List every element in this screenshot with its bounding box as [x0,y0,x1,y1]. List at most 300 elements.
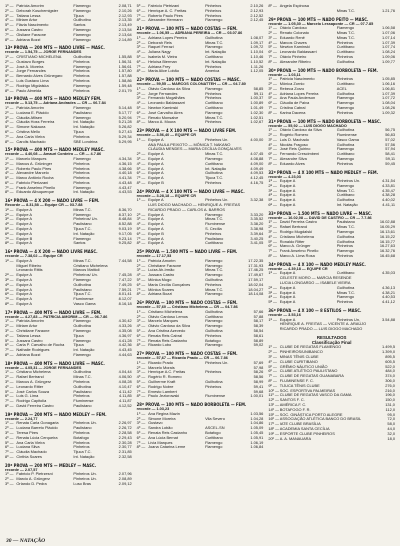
time-cell: 57,98 [253,364,264,370]
place-cell: 1ª — [5,257,14,263]
time-cell: 5.29,95 [118,138,132,144]
athlete-cell: Guilherme Kraft [148,378,176,384]
place-cell: 6º — [5,26,14,32]
club-cell: Paulistano [73,109,92,115]
rank-points: 276,0 [385,382,395,388]
place-cell: 3º — [136,44,146,50]
place-cell: 7º — [5,82,14,88]
place-cell: 2º — [136,415,146,421]
club-cell: Flamengo [336,294,355,300]
athlete-cell: Otávio Cardoso da Silva [148,85,191,91]
club-cell: Paulistano [336,219,355,225]
place-cell: 3º — [136,155,146,161]
time-cell: 7.45,28 [118,272,132,278]
time-cell: 1.59,48 [118,82,132,88]
rank-club: SOC. ESPORTIVA PALMEIRAS [279,387,336,393]
club-cell: Flamengo [205,272,223,278]
athlete-cell: Equipe A [16,277,32,283]
place-cell: 1º — [268,76,277,82]
club-cell: Paulistano [73,425,92,431]
rank-club: A. A. MANAUARA [279,435,312,441]
place-cell: 2ª — [5,211,14,217]
club-cell: Int. Natação [73,230,95,236]
place-cell: 7º — [136,114,146,120]
athlete-cell: Equipe B [148,230,164,236]
time-cell: 4.06,50 [118,374,132,380]
athlete-cell: Equipe A [279,289,296,295]
time-cell: 1.06,58 [382,25,395,31]
club-cell: Pinheiros [205,3,222,8]
athlete-cell: Equipe A [16,291,32,297]
time-cell: 1.02,67 [250,119,264,125]
place-cell: 3º — [136,216,146,222]
club-cell: Flamengo [73,235,91,241]
place-cell: 6º — [5,77,14,83]
athlete-cell: Henrique A.C. Freitas [148,369,186,375]
place-cell: 6ª — [5,291,14,297]
result-row [268,111,395,116]
rank-place: 7º — [268,373,277,379]
athlete-cell: Rodrigo Nobre [148,383,174,389]
event-block [137,189,264,247]
time-cell: 2.31,85 [118,449,132,455]
athlete-cell: Deborah Reis [148,39,172,45]
club-cell: Pinheiros [205,179,222,185]
event-record: recorde — 7.38,02 — Equipe CR [5,254,63,259]
athlete-cell [280,9,337,14]
time-cell: 8.01,41 [118,291,132,297]
club-cell: Flamengo [336,248,355,254]
athlete-cell: Simone Moreira [148,415,176,421]
time-cell: 7.59,21 [118,286,132,292]
event-title: 13ª PROVA — 200 MTS — NADO LIVRE — MASC. [5,45,105,51]
event-title: 16ª PROVA — 4 X 200 — NADO LIVRE — FEM. [5,198,100,204]
place-cell: 1º — [136,410,146,416]
athlete-cell: Cláudia de Paiva [279,100,310,106]
athlete-cell: Miriam Artur [16,17,38,23]
athlete-cell: Equipe A [16,296,32,302]
rank-club: TIJUCA TÊNIS CLUBE [279,382,320,388]
time-cell: 4.40,02 [382,197,395,203]
club-cell: Guilhotina [336,58,355,64]
rank-place: 13º — [268,401,280,407]
place-cell: 1º — [268,25,277,31]
club-cell: Minas T.C. [205,39,224,45]
club-cell: Minas T.C. [205,216,224,222]
result-row [268,327,395,332]
event-title: 24ª PROVA — 4 X 100 MTS — NADO LIVRE — MASC. [136,188,245,194]
event-title: 33ª PROVA — 1.500 MTS — NADO LIVRE — MASC. [268,210,373,216]
time-cell: 2.09,12 [118,480,132,486]
event-block [137,128,264,186]
club-cell: Guilhotina [336,197,355,203]
place-cell: 6º — [136,58,146,64]
place-cell: 8º — [5,402,14,408]
result-row [5,404,132,409]
result-row [268,203,395,208]
place-cell: 3º — [5,328,14,333]
athlete-cell: Gisliane Faraone [16,31,47,37]
place-cell: 8º — [136,17,146,23]
club-cell: Pinheiros Un. [73,476,97,482]
athlete-cell: José Reis Quirino [279,146,311,152]
club-cell: Tijuca T.C. [73,291,92,297]
event-record: recorde — 1.03,11 [268,72,301,77]
place-cell: 4º — [5,170,14,176]
time-cell: 1.02,30 [250,109,264,115]
athlete-cell: Equipe A [279,192,296,198]
event-block [5,147,132,195]
place-cell: 8º — [268,58,277,64]
team-ranking [268,335,395,441]
time-cell: 4.40,18 [118,170,132,176]
time-cell: 4.12,45 [250,175,264,181]
place-cell: 1º — [136,34,146,40]
club-cell: Santos [73,240,86,246]
place-cell: 3º — [268,229,277,235]
club-cell: Curitibano [205,100,223,106]
club-cell: Tijuca [73,128,84,134]
place-cell: 3º — [268,85,277,91]
time-cell: 4.43,47 [118,184,132,190]
result-row [5,455,132,460]
time-cell: 1.10,52 [250,58,264,64]
place-cell: 4º — [136,323,146,329]
rank-points: 306,0 [385,377,395,383]
time-cell: 9.23,14 [118,235,132,241]
time-cell: 2.10,26 [118,7,132,13]
time-cell: 1.57,88 [118,73,132,79]
rank-club: BOTAFOGO F. R. [279,406,311,412]
club-cell: Minas T.C. [205,114,224,120]
rank-points: 131,0 [385,401,395,407]
athlete-cell: Equipe A [16,206,32,212]
club-cell: Flamengo [73,104,91,110]
place-cell: 2º — [5,425,14,431]
club-cell: Curitibano [336,151,355,157]
athlete-cell: Miriam Artur [16,323,38,329]
athlete-cell: Patrícia Amorim [16,3,44,8]
time-cell: 2.30,28 [118,439,132,445]
rank-points: 522,0 [385,363,395,369]
time-cell: 1.08,07 [250,34,264,40]
athlete-cell: Alexandre Marcelo [16,170,49,176]
time-cell: 4.33,81 [382,182,395,188]
club-cell: Guilhotinu [73,17,91,23]
time-cell: 4.08,28 [118,378,132,384]
time-cell: 8.37,10 [118,211,132,217]
rank-place: 2º — [268,349,277,355]
place-cell: 6º — [136,434,146,440]
time-cell: 4.41,11 [382,202,395,208]
athlete-cell: Raquel Ferrazi [148,44,174,50]
rank-club: ESPORTE CLUBE PINHEIROS [279,430,335,436]
athlete-cell: Luis D. Machado [279,136,309,142]
athlete-cell: Marco A. Grünger [279,243,311,249]
place-cell: 8º — [136,240,146,246]
club-cell: Flamengo [73,82,91,88]
time-cell: 4.41,28 [118,337,132,343]
event-title: 31ª PROVA — 100 MTS — NADO BORBOLETA — MASC. [268,118,382,124]
time-cell: 59,02 [253,342,264,348]
rank-place: 4º — [268,358,277,364]
club-cell: Int. Natação [73,453,95,459]
club-cell: Curitibano [336,49,355,55]
time-cell: 1.07,39 [382,90,395,96]
time-cell: 4.07,45 [250,151,264,157]
time-cell: 1.21,76 [382,7,395,13]
club-cell: Pinheiros [205,90,222,96]
time-cell: 2.12,93 [250,7,264,13]
athlete-cell: Otávio Cardoso [279,25,307,31]
result-row [137,292,264,297]
place-cell: 3º — [5,114,14,120]
place-cell: 5º — [136,104,146,110]
club-cell: Pinheiros [205,63,222,69]
place-cell: 1º — [136,85,146,91]
club-cell: Flamengo [205,155,223,161]
athlete-cell: Gustavo [148,420,163,426]
place-cell: 8º — [268,109,277,115]
place-cell: 7º — [5,449,14,455]
athlete-cell: Ana Regina Mazin [148,410,180,416]
athlete-cell: Ricardo Lobo [148,342,172,348]
place-cell: 2º — [136,151,146,157]
club-cell: Fluminense [336,131,357,137]
club-cell: America [205,68,220,74]
event-title: 19ª PROVA — 200 MTS — NADO MEDLEY — FEM. [5,411,107,417]
rank-club: FLUMINENSE F. C. [279,377,314,383]
result-row [268,300,395,305]
club-cell: Curitibano [205,240,223,246]
event-record: recorde — 1.06,55 — ADRIANA PEREIRA — CR — 03.07.86 [136,31,243,36]
club-cell: Guilhotina [336,233,355,239]
club-cell: Flamengo [336,95,355,101]
time-cell: 56,83 [385,131,395,137]
club-cell: Minas T.C. [205,286,224,292]
place-cell: 3º — [5,12,14,18]
athlete-cell: Fabricio Pierizzani [16,179,49,185]
time-cell: 17.49,67 [248,272,264,278]
place-cell: 8º — [5,351,14,357]
time-cell: 1.06,16 [382,80,395,86]
athlete-cell: Renata Reis Castanho [148,337,188,343]
place-cell: 2º — [136,364,146,370]
club-cell: SBE Londrina [73,138,98,144]
place-cell: 6º — [136,281,146,287]
event-record: recorde — 4.23,03 [268,174,301,179]
athlete-cell: Marcus A. Grüngerz [16,378,51,384]
time-cell: 1.00,89 [250,100,264,106]
athlete-cell: Equipe A [16,230,32,236]
place-cell: 6º — [268,100,277,106]
event-title: 21ª PROVA — 100 MTS — NADO COSTAS — FEM. [136,26,238,32]
place-cell: 5ª — [5,286,14,292]
event-record: recorde — 4.05,31 — JORGE FERNANDES [5,365,82,370]
athlete-cell: Rafael Bertrand [16,374,44,380]
club-cell: Fluminense [73,296,94,302]
place-cell: 3º — [136,95,146,101]
club-cell: Flamengo [205,17,223,23]
athlete-cell: Joana Catarina Leme [148,444,186,450]
athlete-cell: Equipe A [148,226,164,232]
athlete-cell: Equipe A [148,197,164,203]
time-cell: 58,56 [253,374,264,380]
rank-points: 58,0 [387,421,395,427]
club-cell: Flamengo [336,229,355,235]
place-cell: 6º — [5,342,14,348]
place-cell: 6º — [268,151,277,157]
place-cell: 8º — [5,138,14,144]
time-cell: 58,99 [253,378,264,384]
athlete-cell: Marco A. Lima Rosa [279,253,315,259]
event-block [268,308,395,332]
result-row [5,353,132,358]
rank-place: 19º — [268,430,280,436]
club-cell: Pinheiros [73,175,90,181]
time-cell: 57,69 [253,359,264,365]
time-cell: 1.05,09 [250,425,264,431]
place-cell: 2º — [136,262,146,268]
time-cell: 3.39,64 [250,230,264,236]
athlete-cell: Heloísa Bierman [148,58,177,64]
time-cell: 1.07,06 [382,29,395,35]
event-record: recorde — 4.27,83 — PATRICIA AMORIM — CR — 06.7.86 [5,314,108,319]
place-cell: 1ª — [268,270,277,276]
athlete-cell: Alexandre Silva [279,155,307,161]
club-cell: Guilhotina [73,383,91,389]
result-row [5,38,132,43]
place-cell: 8º — [5,189,14,195]
place-cell: 4º — [5,383,14,389]
athlete-cell: Equipe A [16,216,32,222]
time-cell: 1.00,01 [250,393,264,399]
club-cell: Minas T.C. [73,206,92,212]
ranking-row [268,437,395,442]
athlete-cell: Rogério Romero [279,131,309,137]
place-cell: 4º — [136,49,146,55]
event-record: recorde — 16.02,08 — DAVID DE CASTRO — CR — 7.7.86 [268,215,372,220]
rank-points: 895,5 [385,354,395,359]
time-cell: 4.00,00 [250,136,264,142]
club-cell: Pinheiros Un. [73,420,97,426]
place-cell: 2º — [268,131,277,137]
club-cell: Tijuca [73,342,84,348]
athlete-cell: Jorge Fernandes [148,90,178,96]
time-cell: 4.33,26 [118,323,132,329]
event-block [5,45,132,93]
time-cell: 18.14,08 [248,291,264,297]
athlete-cell: Leonardo Baldassarri [279,49,317,55]
event-title: 18ª PROVA — 400 MTS — NADO LIVRE — MASC. [5,360,105,366]
place-cell: 6º — [5,128,14,134]
club-cell: Pinheiros Un. [73,471,97,477]
club-cell: Pinheiros [73,68,90,74]
time-cell: 2.08,71 [118,3,132,8]
event-block [137,351,264,399]
time-cell: 2.14,89 [118,36,132,42]
athlete-cell: Ana Carla Vieira [16,133,45,139]
athlete-cell: Fabrício Pietrizani [148,3,180,8]
rank-points: 44,0 [387,425,395,431]
athlete-cell: Equipe A [148,165,164,171]
place-cell: 8º — [268,253,277,259]
club-cell: Flamengo [205,85,223,91]
athlete-cell: Rogério R. Romero [148,374,182,380]
event-record: recorde — 4.40,08 — Amauri Cordeiro — CR — 4.7.86 [5,152,102,157]
place-cell: 2ª — [268,284,277,290]
club-cell: Flamengo [73,184,91,190]
place-cell: 5º — [136,165,146,171]
result-row [137,18,264,23]
athlete-cell: Ana Lúcia Bernat [148,434,178,440]
club-cell: Flamengo [205,439,223,445]
rank-points: 605,5 [385,358,395,364]
time-cell: 58,39 [253,323,264,329]
time-cell: 3.41,05 [250,240,264,246]
time-cell: 8.52,88 [118,221,132,227]
athlete-cell: Sandra Lobão [148,425,173,431]
athlete-cell: Ana Carla Vieira [16,439,45,445]
club-cell: Marcos Mattioli [73,267,100,273]
place-cell: 1º — [268,219,277,225]
time-cell: 1.10,46 [250,53,264,59]
athlete-cell: Orlando D. Pedra [16,480,47,486]
place-cell: 7º — [136,12,146,18]
athlete-cell: Equipe A [148,211,164,217]
time-cell: 1.07,39 [382,39,395,45]
club-cell: Flamengo [73,318,91,324]
page-footer: 30 — NATAÇÃO [6,538,46,544]
rank-club: CLUBE ATLÉTICO PAULISTANO [279,368,338,374]
athlete-cell: Rebeca Zorzo [279,85,305,91]
time-cell: 4.34,34 [118,155,132,161]
event-record: recorde — 1.05,30 — Marcelo Lessaponte — CR — 07.7.85 [268,21,374,26]
athlete-cell: Miguel Ribeiro [16,262,42,268]
club-cell: Curitibano [205,313,223,319]
athlete-cell: Cristiano Michelena [279,233,314,239]
athlete-cell: Renato Monsalve [148,114,179,120]
place-cell: 8º — [268,3,277,8]
rank-club: ACADEMIA SANTA CECÍLIA [279,425,330,431]
club-cell: Flamengo [205,291,223,297]
club-cell: Pinheiros [73,165,90,171]
club-cell: Tijuca T.C. [73,449,92,455]
club-cell: Int. Natação [205,58,227,64]
event-block [137,26,264,74]
rank-points: 18,0 [387,435,395,441]
athlete-cell: Mônica Mugo [148,277,172,283]
place-cell: 6ª — [5,230,14,236]
place-cell: 7º — [136,337,146,343]
event-title: 30ª PROVA — 100 MTS — NADO BORBOLETA — FEM. [268,67,378,73]
athlete-cell: Marcio A. Grüngerz [16,476,50,482]
result-row [5,482,132,487]
athlete-cell: Patrícia Amorim [16,318,44,324]
athlete-cell: Cláudia Hoss Ferreira [16,119,55,125]
event-block [268,68,395,116]
place-cell: 7ª — [5,296,14,302]
athlete-cell: Patrícia Amorim [148,257,176,263]
club-cell: Int. Natação [73,347,95,353]
time-cell: 4.38,21 [382,289,395,295]
athlete-cell: Nicolás Fragoso [279,141,308,147]
athlete-cell: Equipe A [16,272,32,278]
time-cell: 3.33,20 [250,211,264,217]
place-cell: 1ª — [268,316,277,322]
club-cell: Flamengo [73,328,91,333]
place-cell: 7º — [268,155,277,161]
